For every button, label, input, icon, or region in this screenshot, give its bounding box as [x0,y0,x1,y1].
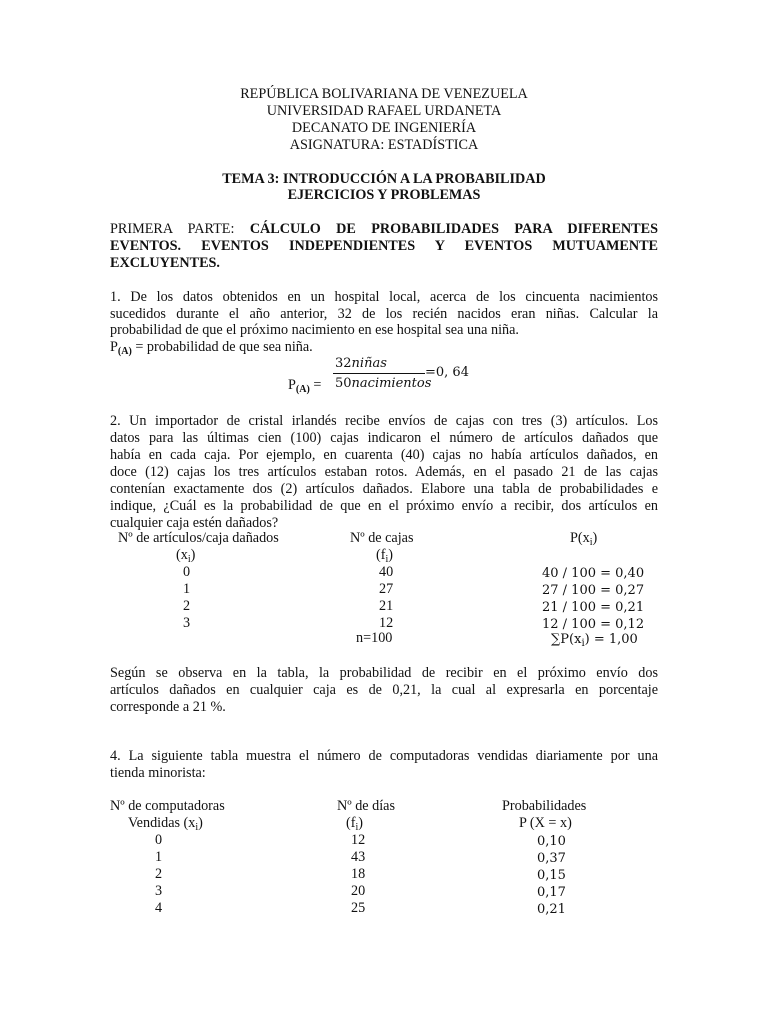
header-line-4: ASIGNATURA: ESTADÍSTICA [289,137,479,153]
ej2-line-2: datos para las últimas cien (100) cajas indicaron el número de artículos dañados que [110,430,658,446]
ej2-line-6: indique, ¿Cuál es la probabilidad de que en el próximo envío a recibir, dos artículos en [110,498,658,514]
table2-cell-p: 0,17 [537,885,566,900]
table2-header-f-sym: $(f_i)$ [346,815,363,833]
table1-cell-x: 0 [183,564,191,580]
formula-lhs: $P_{(A)}$ = [288,377,322,395]
table1-cell-x: 3 [183,615,191,631]
primera-parte-label: PRIMERA PARTE: [110,221,235,237]
primera-parte-line-1 [110,221,658,238]
primera-parte-line-2: EVENTOS. EVENTOS INDEPENDIENTES Y EVENTOS MUTUAMENTE [110,238,658,254]
formula-result: =0, 64 [425,365,469,380]
table1-cell-p: 40 / 100 = 0,40 [542,566,645,581]
primera-parte-line-3: EXCLUYENTES. [110,255,220,271]
table1-cell-f: 27 [379,581,394,597]
tema-subtitle: EJERCICIOS Y PROBLEMAS [287,187,481,203]
formula-denominator: 50nacimientos [335,376,432,391]
table2-header-x: Nº de computadoras [110,798,225,814]
header-line-1: REPÚBLICA BOLIVARIANA DE VENEZUELA [240,86,528,102]
table2-cell-p: 0,10 [537,834,566,849]
table1-cell-x: 1 [183,581,191,597]
ej1-pdef: $P_{(A)}$ = probabilidad de que sea niña. [110,339,313,357]
table1-cell-p: 12 / 100 = 0,12 [542,617,645,632]
table1-cell-x: 2 [183,598,191,614]
table2-cell-f: 18 [351,866,366,882]
ej2-line-4: doce (12) cajas los tres artículos estaban rotos. Además, en el pasado 21 de las cajas [110,464,658,480]
ej2-line-7: cualquier caja estén dañados? [110,515,279,531]
table2-cell-x: 0 [155,832,163,848]
ej2-line-1: 2. Un importador de cristal irlandés recibe envíos de cajas con tres (3) artículos. Los [110,413,658,429]
tema-title: TEMA 3: INTRODUCCIÓN A LA PROBABILIDAD [222,171,546,187]
table1-header-f-sym: $(f_i)$ [376,547,393,565]
ej4-line-1: 4. La siguiente tabla muestra el número de computadoras vendidas diariamente por una [110,748,658,764]
table1-cell-f: 21 [379,598,394,614]
table2-cell-x: 1 [155,849,163,865]
table2-cell-x: 4 [155,900,163,916]
table1-cell-f: 40 [379,564,394,580]
fraction-bar [333,373,425,374]
table2-header-p-sub: P (X = x) [519,815,572,831]
table2-cell-f: 12 [351,832,366,848]
table2-cell-f: 20 [351,883,366,899]
table2-header-p: Probabilidades [502,798,587,814]
table2-cell-f: 25 [351,900,366,916]
table1-header-x-sym: $(x_i)$ [176,547,196,565]
table1-total-p: $\sum P(x_i) = 1,00$ [551,632,638,649]
table1-total-n: n=100 [356,630,393,646]
ej2-line-3: había en cada caja. Por ejemplo, en cuarenta (40) cajas no había artículos dañados, en [110,447,658,463]
table1-cell-f: 12 [379,615,394,631]
table1-header-f: Nº de cajas [350,530,414,546]
header-line-3: DECANATO DE INGENIERÍA [291,120,477,136]
table2-cell-p: 0,15 [537,868,566,883]
table1-header-p: $P(x_i)$ [570,530,598,548]
table2-cell-p: 0,21 [537,902,566,917]
table1-header-x: Nº de artículos/caja dañados [118,530,279,546]
ej2-conclusion-1: Según se observa en la tabla, la probabilidad de recibir en el próximo envío dos [110,665,658,681]
ej2-conclusion-2: artículos dañados en cualquier caja es de 0,21, la cual al expresarla en porcentaje [110,682,658,698]
header-line-2: UNIVERSIDAD RAFAEL URDANETA [266,103,502,119]
table2-cell-f: 43 [351,849,366,865]
formula-numerator: 32niñas [335,356,387,371]
primera-parte-title-1: CÁLCULO DE PROBABILIDADES PARA DIFERENTES [249,221,658,237]
ej2-conclusion-3: corresponde a 21 %. [110,699,226,715]
table2-header-x-sub: Vendidas $(x_i)$ [128,815,203,833]
table2-cell-p: 0,37 [537,851,566,866]
ej1-line-1: 1. De los datos obtenidos en un hospital local, acerca de los cincuenta nacimientos [110,289,658,305]
ej1-line-3: probabilidad de que el próximo nacimiento en ese hospital sea una niña. [110,322,519,338]
table1-cell-p: 27 / 100 = 0,27 [542,583,645,598]
table2-cell-x: 2 [155,866,163,882]
table1-cell-p: 21 / 100 = 0,21 [542,600,645,615]
ej4-line-2: tienda minorista: [110,765,206,781]
table2-cell-x: 3 [155,883,163,899]
ej2-line-5: contenían exactamente dos (2) artículos dañados. Elabore una tabla de probabilidades e [110,481,658,497]
ej1-line-2: sucedidos durante el año anterior, 32 de los recién nacidos eran niñas. Calcular la [110,306,658,322]
table2-header-f: Nº de días [337,798,395,814]
